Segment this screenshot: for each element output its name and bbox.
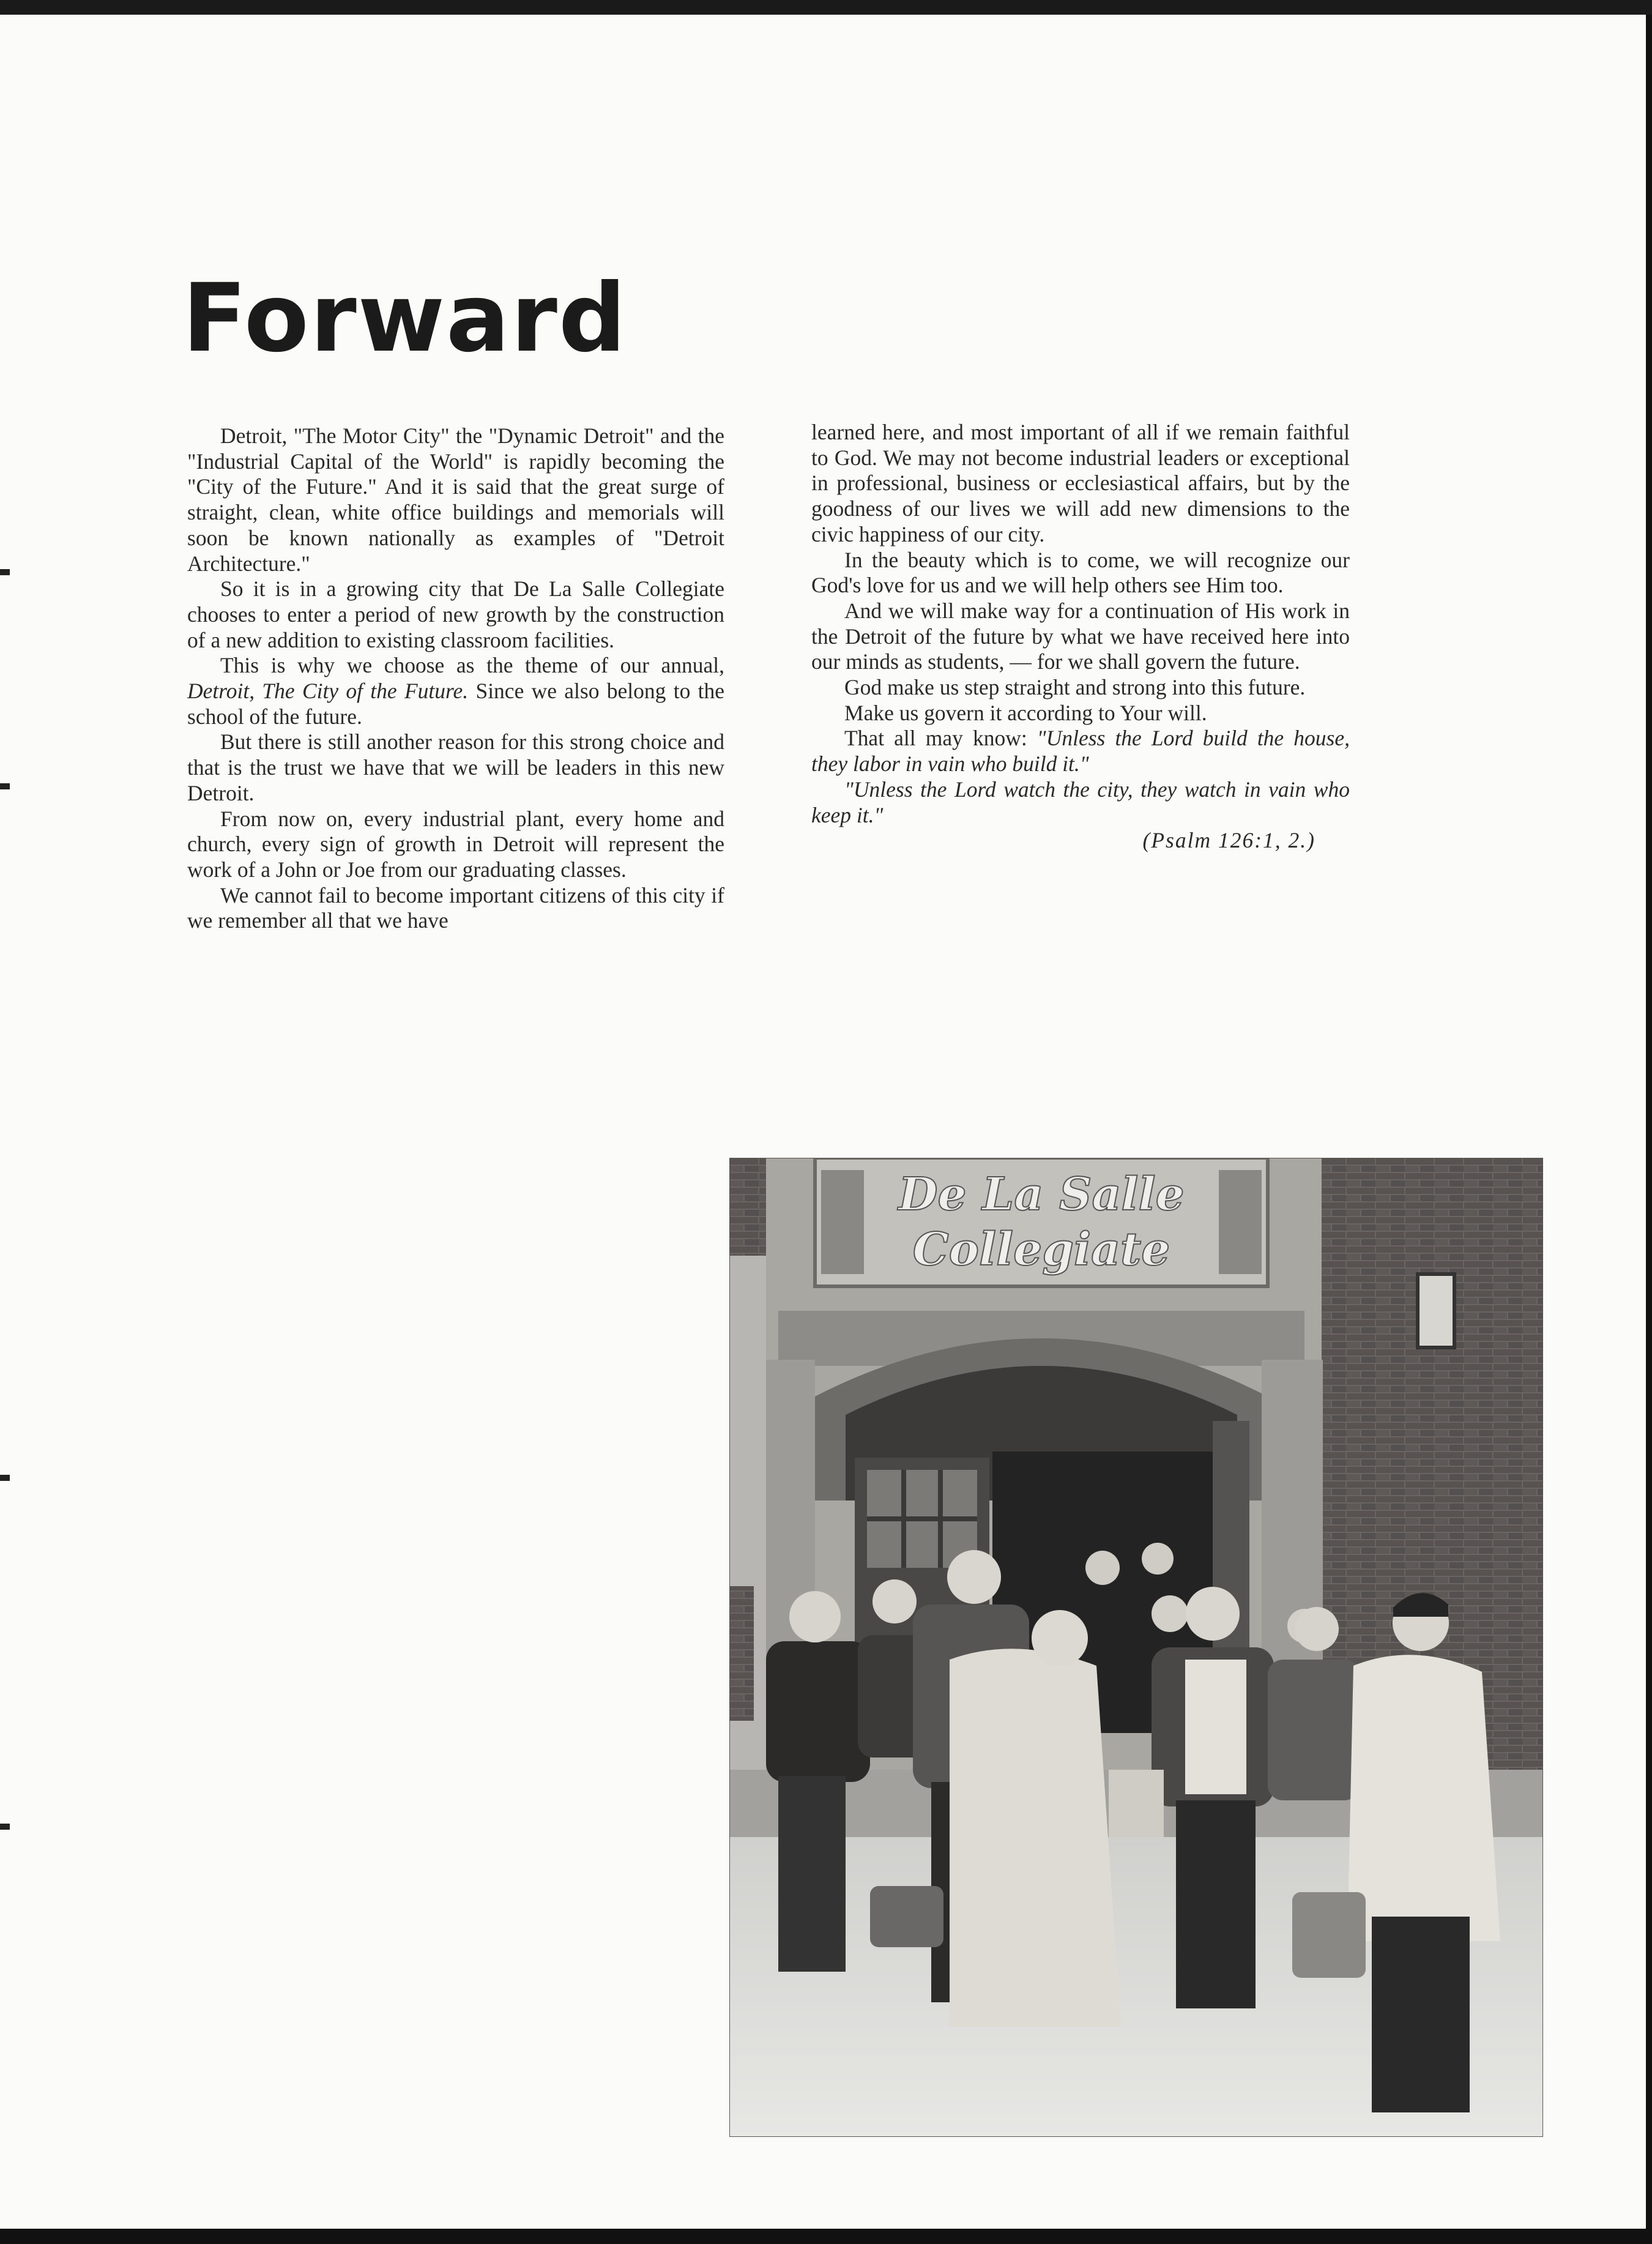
scripture-quote-1: "Unless the Lord build the house, they labor in vain who build it.": [811, 726, 1350, 777]
quote-lead: That all may know:: [844, 726, 1037, 751]
paragraph-theme: [187, 653, 724, 729]
theme-title-italic: Detroit, The City of the Future.: [187, 679, 469, 704]
theme-text-before: This is why we choose as the theme of our annual,: [220, 653, 724, 678]
paragraph-quote: [811, 777, 1350, 828]
theme-text-after: Since we also belong to the school of the future.: [187, 679, 724, 729]
paragraph: From now on, every industrial plant, every home and church, every sign of growth in Detroit will represent the work of a John or Joe from our graduating classes.: [187, 806, 724, 882]
page-title: Forward: [182, 264, 628, 373]
binding-mark: [0, 1475, 10, 1481]
paragraph: God make us step straight and strong into this future.: [844, 675, 1306, 700]
paragraph: Make us govern it according to Your will.: [844, 700, 1207, 725]
citation: (Psalm 126:1, 2.): [1142, 828, 1315, 853]
paragraph: And we will make way for a continuation of His work in the Detroit of the future by what we have received here into our minds as students, — for we shall govern the future.: [811, 598, 1350, 674]
paragraph-continuation: learned here, and most important of all if we remain faithful to God. We may not become industrial leaders or exceptional in professional, business or ecclesiastical affairs, but by the goodness of our lives we will add new dimensions to the civic happiness of our city.: [811, 420, 1350, 546]
binding-mark: [0, 783, 10, 789]
paragraph: In the beauty which is to come, we will recognize our God's love for us and we will help others see Him too.: [811, 547, 1350, 598]
left-text-column: [187, 423, 724, 934]
yearbook-page: [0, 15, 1652, 2229]
scripture-quote-2: "Unless the Lord watch the city, they watch in vain who keep it.": [811, 777, 1350, 827]
paragraph-quote: [811, 726, 1350, 777]
scan-edge-right: [1646, 15, 1652, 2229]
sign-text-line1: De La Salle: [898, 1168, 1185, 1221]
binding-mark: [0, 569, 10, 575]
paragraph: So it is in a growing city that De La Salle Collegiate chooses to enter a period of new growth by the construction of a new addition to existing classroom facilities.: [187, 576, 724, 652]
sign-text-line2: Collegiate: [912, 1223, 1170, 1276]
paragraph: But there is still another reason for this strong choice and that is the trust we have that we will be leaders in this new Detroit.: [187, 729, 724, 805]
right-text-column: [811, 420, 1350, 854]
binding-mark: [0, 1824, 10, 1830]
school-entrance-photo: [729, 1158, 1543, 2137]
paragraph: Detroit, "The Motor City" the "Dynamic Detroit" and the "Industrial Capital of the World" is rapidly becoming the "City of the Future." And it is said that the great surge of straight, clean, white office buildings and memorials will soon be known nationally as examples of "Detroit Architecture.": [187, 423, 724, 576]
paragraph: We cannot fail to become important citizens of this city if we remember all that we have: [187, 882, 724, 933]
scan-edge-bottom: [0, 2229, 1652, 2244]
